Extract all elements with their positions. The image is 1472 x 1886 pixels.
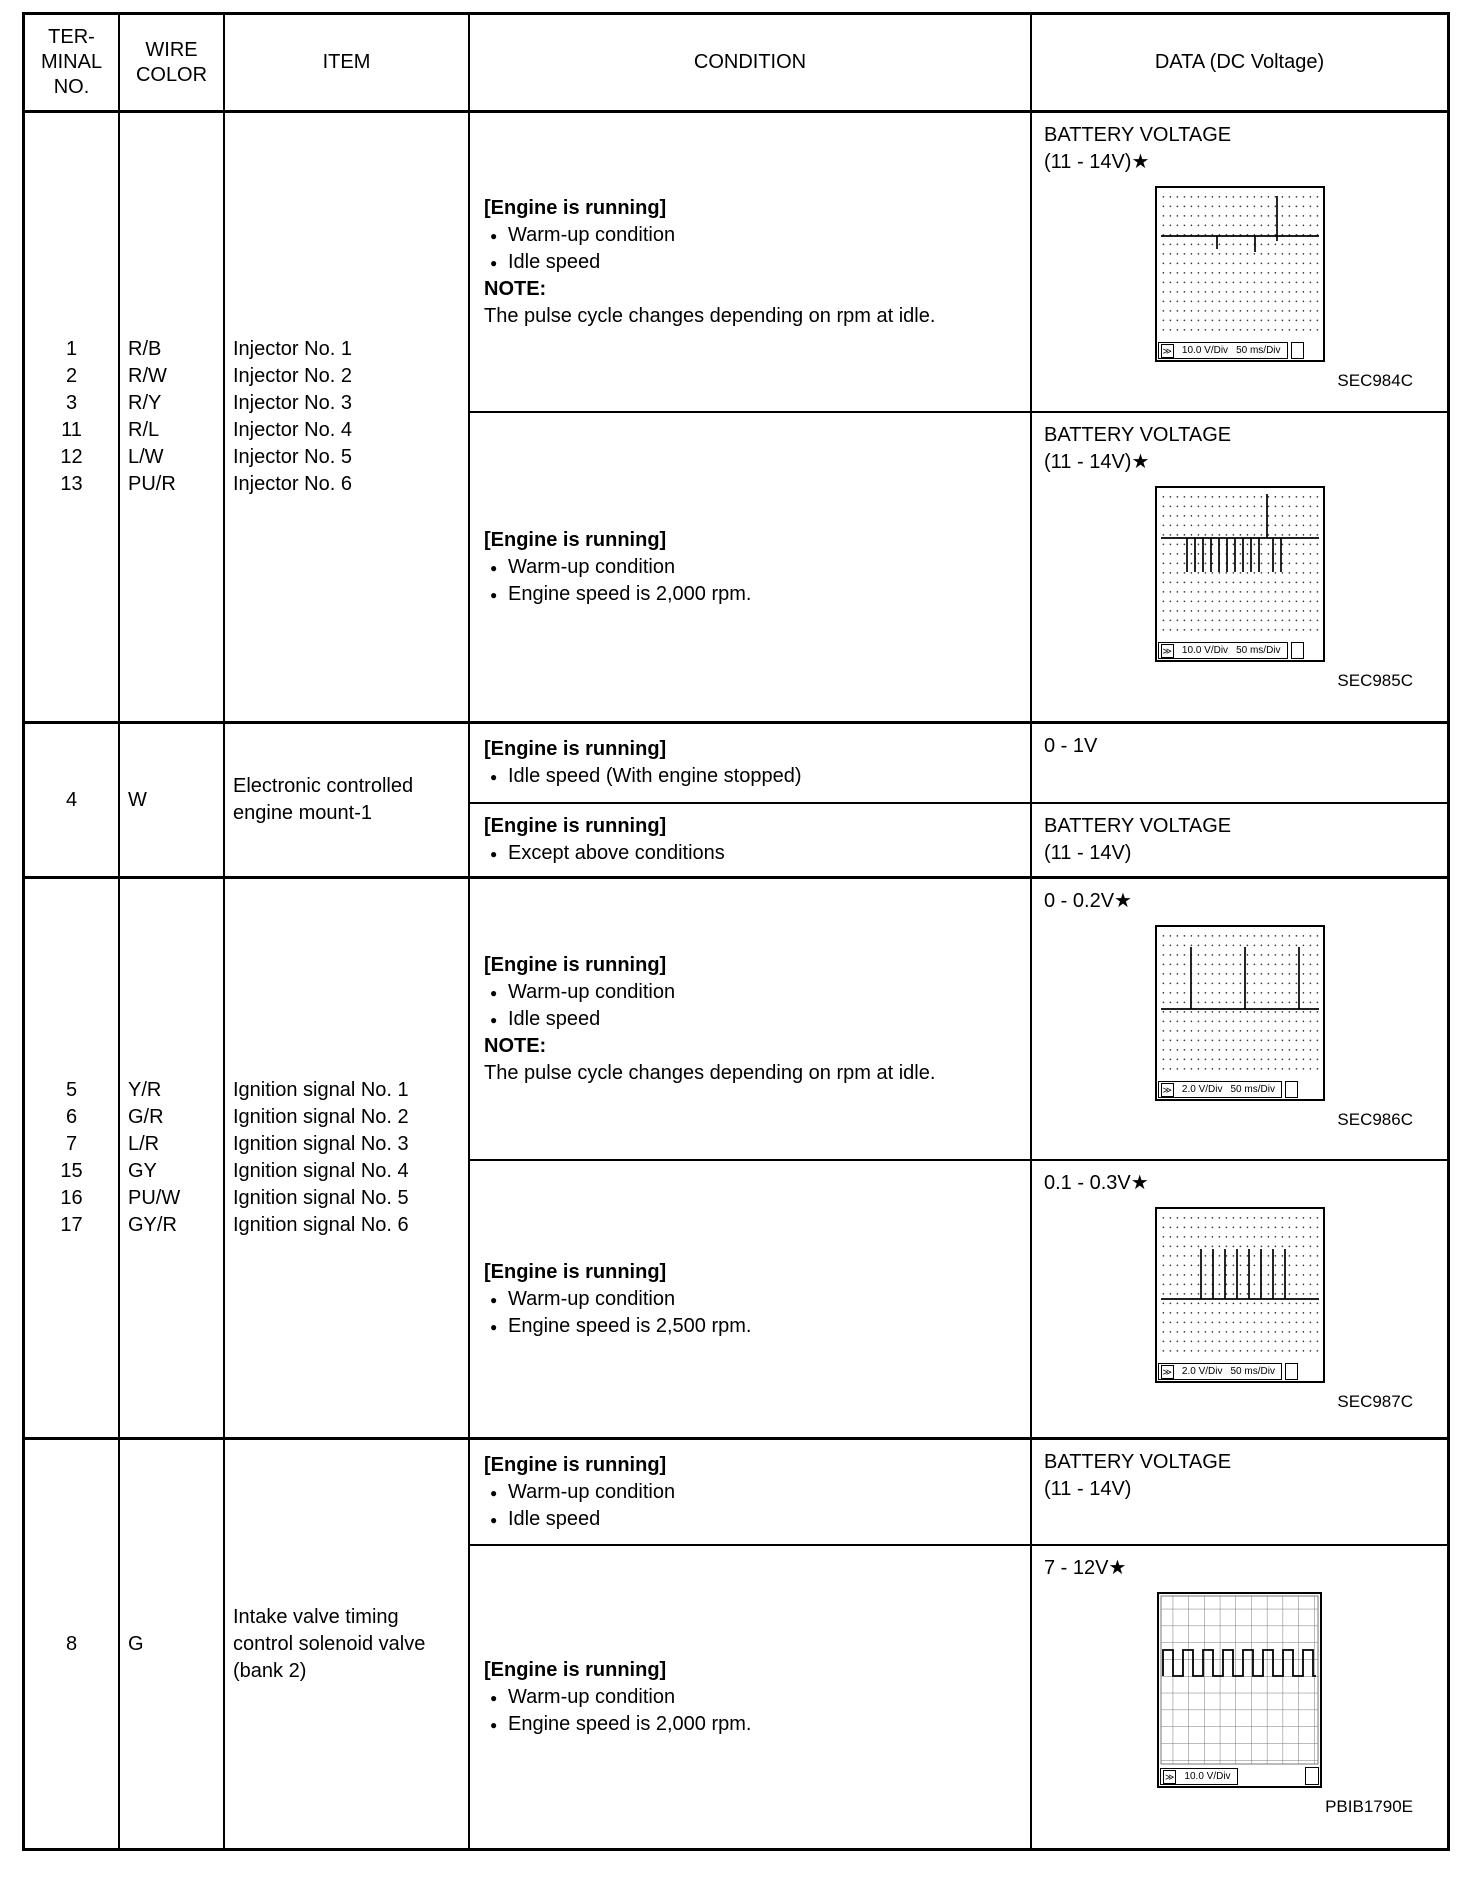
item-label: Injector No. 5 bbox=[233, 446, 352, 468]
condition-note: The pulse cycle changes depending on rpm at idle. bbox=[484, 304, 936, 327]
scope-vdiv-label: 10.0 V/Div bbox=[1181, 645, 1229, 656]
data-value: BATTERY VOLTAGE bbox=[1044, 124, 1232, 146]
wire-color-cell bbox=[120, 879, 225, 1437]
wire-color: GY bbox=[128, 1160, 157, 1182]
scope-footer bbox=[1160, 1768, 1238, 1785]
scope-corner-box bbox=[1285, 1363, 1298, 1380]
data-value: BATTERY VOLTAGE bbox=[1044, 815, 1232, 837]
condition-state: [Engine is running] bbox=[484, 1658, 667, 1681]
condition-data-block bbox=[470, 113, 1447, 721]
item-cell bbox=[225, 113, 470, 721]
terminal-no: 15 bbox=[60, 1160, 83, 1182]
condition-bullet: ● Engine speed is 2,500 rpm. bbox=[484, 1313, 1016, 1340]
scope-tdiv-label: 50 ms/Div bbox=[1236, 345, 1281, 356]
item-label: Ignition signal No. 2 bbox=[233, 1106, 409, 1128]
scope-tdiv-label: 50 ms/Div bbox=[1230, 1084, 1275, 1095]
wire-color-cell bbox=[120, 113, 225, 721]
table-header-row bbox=[25, 15, 1447, 113]
figure-code: SEC986C bbox=[1337, 1110, 1413, 1129]
waveform-ignition-2500rpm bbox=[1155, 1207, 1325, 1383]
header-condition: CONDITION bbox=[470, 15, 1032, 110]
condition-state: [Engine is running] bbox=[484, 953, 667, 976]
item-label: Injector No. 1 bbox=[233, 338, 352, 360]
condition-bullet: ● Engine speed is 2,000 rpm. bbox=[484, 581, 1016, 608]
condition-note-label: NOTE: bbox=[484, 277, 547, 300]
terminal-no: 12 bbox=[60, 446, 83, 468]
table-row-injectors bbox=[25, 113, 1447, 724]
condition-bullet: ● Warm-up condition bbox=[484, 1684, 1016, 1711]
condition-state: [Engine is running] bbox=[484, 815, 667, 837]
condition-bullet: ● Warm-up condition bbox=[484, 979, 1016, 1006]
waveform-ignition-idle bbox=[1155, 925, 1325, 1101]
terminal-no: 1 bbox=[65, 338, 78, 360]
condition-state: [Engine is running] bbox=[484, 528, 667, 551]
wire-color: GY/R bbox=[128, 1214, 177, 1236]
data-cell bbox=[1032, 724, 1447, 802]
item-label: Ignition signal No. 5 bbox=[233, 1187, 409, 1209]
condition-data-block bbox=[470, 879, 1447, 1437]
condition-bullet: ● Idle speed bbox=[484, 1006, 1016, 1033]
terminal-no-cell bbox=[25, 879, 120, 1437]
data-value: (11 - 14V)★ bbox=[1044, 151, 1150, 173]
terminal-no: 5 bbox=[65, 1079, 78, 1101]
waveform-injector-idle bbox=[1155, 186, 1325, 362]
data-cell bbox=[1032, 1440, 1447, 1544]
data-cell bbox=[1032, 1546, 1447, 1848]
condition-cell bbox=[470, 804, 1032, 876]
data-cell bbox=[1032, 879, 1447, 1159]
data-cell bbox=[1032, 413, 1447, 721]
terminal-no: 17 bbox=[60, 1214, 83, 1236]
item-label: Ignition signal No. 4 bbox=[233, 1160, 409, 1182]
header-terminal-no: TER-MINAL NO. bbox=[25, 15, 120, 110]
scope-cursor-icon: ≫ bbox=[1162, 1366, 1172, 1377]
wire-color-cell bbox=[120, 1440, 225, 1848]
item-label: Injector No. 4 bbox=[233, 419, 352, 441]
oscilloscope-image bbox=[1155, 186, 1325, 362]
data-value: BATTERY VOLTAGE bbox=[1044, 424, 1232, 446]
condition-note-label: NOTE: bbox=[484, 1034, 547, 1057]
condition-state: [Engine is running] bbox=[484, 1260, 667, 1283]
subrow-ignition-2500rpm bbox=[470, 1161, 1447, 1437]
subrow-injector-idle bbox=[470, 113, 1447, 413]
item-cell bbox=[225, 1440, 470, 1848]
item-label: Ignition signal No. 3 bbox=[233, 1133, 409, 1155]
scope-vdiv-label: 10.0 V/Div bbox=[1181, 345, 1229, 356]
scope-cursor-icon: ≫ bbox=[1162, 645, 1172, 656]
scope-tdiv-label: 50 ms/Div bbox=[1230, 1366, 1275, 1377]
data-value: (11 - 14V) bbox=[1044, 1478, 1132, 1500]
scope-scale-bar bbox=[1158, 1363, 1282, 1380]
item-label: Ignition signal No. 6 bbox=[233, 1214, 409, 1236]
figure-code: SEC987C bbox=[1337, 1392, 1413, 1411]
wire-color: G/R bbox=[128, 1106, 164, 1128]
terminal-reference-table bbox=[22, 12, 1450, 1851]
data-cell bbox=[1032, 1161, 1447, 1437]
wire-color: R/B bbox=[128, 338, 162, 360]
condition-cell bbox=[470, 113, 1032, 411]
condition-bullet: ● Idle speed (With engine stopped) bbox=[484, 763, 1016, 790]
wire-color: R/Y bbox=[128, 392, 162, 414]
wire-color: L/R bbox=[128, 1133, 160, 1155]
terminal-no: 8 bbox=[65, 1632, 78, 1655]
item-label: Injector No. 3 bbox=[233, 392, 352, 414]
terminal-no: 7 bbox=[65, 1133, 78, 1155]
scope-footer bbox=[1158, 1363, 1298, 1380]
terminal-no: 6 bbox=[65, 1106, 78, 1128]
wire-color-cell bbox=[120, 724, 225, 876]
scope-scale-bar bbox=[1158, 1081, 1282, 1098]
scope-vdiv-label: 2.0 V/Div bbox=[1181, 1084, 1223, 1095]
header-wire-color: WIRE COLOR bbox=[120, 15, 225, 110]
wire-color: Y/R bbox=[128, 1079, 162, 1101]
condition-bullet: ● Engine speed is 2,000 rpm. bbox=[484, 1711, 1016, 1738]
wire-color: W bbox=[128, 788, 147, 811]
item-label: Electronic controlled engine mount-1 bbox=[233, 775, 414, 824]
subrow-mount-idle bbox=[470, 724, 1447, 804]
figure-code: SEC985C bbox=[1337, 671, 1413, 690]
figure-code: PBIB1790E bbox=[1325, 1797, 1413, 1816]
terminal-no: 11 bbox=[61, 419, 82, 441]
scope-corner-box bbox=[1285, 1081, 1298, 1098]
condition-cell bbox=[470, 1161, 1032, 1437]
scope-footer bbox=[1158, 1081, 1298, 1098]
item-label: Ignition signal No. 1 bbox=[233, 1079, 409, 1101]
scope-cursor-icon: ≫ bbox=[1162, 345, 1172, 356]
item-label: Intake valve timing control solenoid valve (bank 2) bbox=[233, 1605, 426, 1682]
scope-corner-box bbox=[1291, 642, 1304, 659]
wire-color: R/L bbox=[128, 419, 160, 441]
oscilloscope-image bbox=[1155, 486, 1325, 662]
wire-color: G bbox=[128, 1632, 144, 1655]
scope-scale-bar bbox=[1158, 342, 1288, 359]
subrow-mount-other bbox=[470, 804, 1447, 876]
subrow-solenoid-2000rpm bbox=[470, 1546, 1447, 1848]
condition-data-block bbox=[470, 1440, 1447, 1848]
condition-bullet: ● Warm-up condition bbox=[484, 554, 1016, 581]
data-value: 0 - 1V bbox=[1044, 735, 1098, 757]
condition-cell bbox=[470, 1546, 1032, 1848]
scope-cursor-icon: ≫ bbox=[1162, 1084, 1172, 1095]
condition-cell bbox=[470, 724, 1032, 802]
terminal-no: 3 bbox=[65, 392, 78, 414]
scope-cursor-icon: ≫ bbox=[1165, 1771, 1175, 1782]
condition-cell bbox=[470, 879, 1032, 1159]
table-row-engine-mount bbox=[25, 724, 1447, 879]
oscilloscope-image bbox=[1157, 1592, 1322, 1788]
condition-cell bbox=[470, 1440, 1032, 1544]
item-label: Injector No. 6 bbox=[233, 473, 352, 495]
condition-state: [Engine is running] bbox=[484, 1453, 667, 1476]
terminal-no-cell bbox=[25, 113, 120, 721]
data-value: 0 - 0.2V★ bbox=[1044, 890, 1132, 912]
terminal-no: 4 bbox=[65, 788, 78, 811]
condition-bullet: ● Warm-up condition bbox=[484, 1479, 1016, 1506]
data-value: (11 - 14V) bbox=[1044, 842, 1132, 864]
table-row-ivt-solenoid bbox=[25, 1440, 1447, 1848]
table-row-ignition bbox=[25, 879, 1447, 1440]
data-value: BATTERY VOLTAGE bbox=[1044, 1451, 1232, 1473]
terminal-no: 16 bbox=[60, 1187, 83, 1209]
data-value: 0.1 - 0.3V★ bbox=[1044, 1172, 1149, 1194]
condition-bullet: ● Warm-up condition bbox=[484, 222, 1016, 249]
waveform-injector-2000rpm bbox=[1155, 486, 1325, 662]
item-cell bbox=[225, 879, 470, 1437]
data-value: 7 - 12V★ bbox=[1044, 1557, 1127, 1579]
terminal-no: 13 bbox=[60, 473, 83, 495]
condition-bullet: ● Idle speed bbox=[484, 249, 1016, 276]
scope-footer bbox=[1158, 642, 1304, 659]
data-cell bbox=[1032, 113, 1447, 411]
header-item: ITEM bbox=[225, 15, 470, 110]
wire-color: L/W bbox=[128, 446, 164, 468]
subrow-injector-2000rpm bbox=[470, 413, 1447, 721]
scope-corner-box bbox=[1291, 342, 1304, 359]
wire-color: R/W bbox=[128, 365, 167, 387]
condition-note: The pulse cycle changes depending on rpm at idle. bbox=[484, 1061, 936, 1084]
terminal-no-cell bbox=[25, 1440, 120, 1848]
scope-scale-bar bbox=[1160, 1768, 1238, 1785]
condition-state: [Engine is running] bbox=[484, 738, 667, 760]
condition-bullet: ● Warm-up condition bbox=[484, 1286, 1016, 1313]
scope-tdiv-label: 50 ms/Div bbox=[1236, 645, 1281, 656]
wire-color: PU/W bbox=[128, 1187, 181, 1209]
condition-bullet: ● Except above conditions bbox=[484, 840, 1016, 867]
condition-cell bbox=[470, 413, 1032, 721]
item-label: Injector No. 2 bbox=[233, 365, 352, 387]
data-value: (11 - 14V)★ bbox=[1044, 451, 1150, 473]
figure-code: SEC984C bbox=[1337, 371, 1413, 390]
condition-state: [Engine is running] bbox=[484, 196, 667, 219]
subrow-solenoid-idle bbox=[470, 1440, 1447, 1546]
oscilloscope-image bbox=[1155, 925, 1325, 1101]
condition-bullet: ● Idle speed bbox=[484, 1506, 1016, 1533]
data-cell bbox=[1032, 804, 1447, 876]
item-cell bbox=[225, 724, 470, 876]
scope-vdiv-label: 2.0 V/Div bbox=[1181, 1366, 1223, 1377]
oscilloscope-image bbox=[1155, 1207, 1325, 1383]
header-data: DATA (DC Voltage) bbox=[1154, 51, 1325, 73]
scope-scale-bar bbox=[1158, 642, 1288, 659]
subrow-ignition-idle bbox=[470, 879, 1447, 1161]
terminal-no: 2 bbox=[65, 365, 78, 387]
terminal-no-cell bbox=[25, 724, 120, 876]
scope-corner-box bbox=[1305, 1767, 1319, 1785]
wire-color: PU/R bbox=[128, 473, 176, 495]
condition-data-block bbox=[470, 724, 1447, 876]
scope-vdiv-label: 10.0 V/Div bbox=[1184, 1771, 1231, 1782]
scope-footer bbox=[1158, 342, 1304, 359]
waveform-solenoid-duty bbox=[1157, 1592, 1322, 1788]
